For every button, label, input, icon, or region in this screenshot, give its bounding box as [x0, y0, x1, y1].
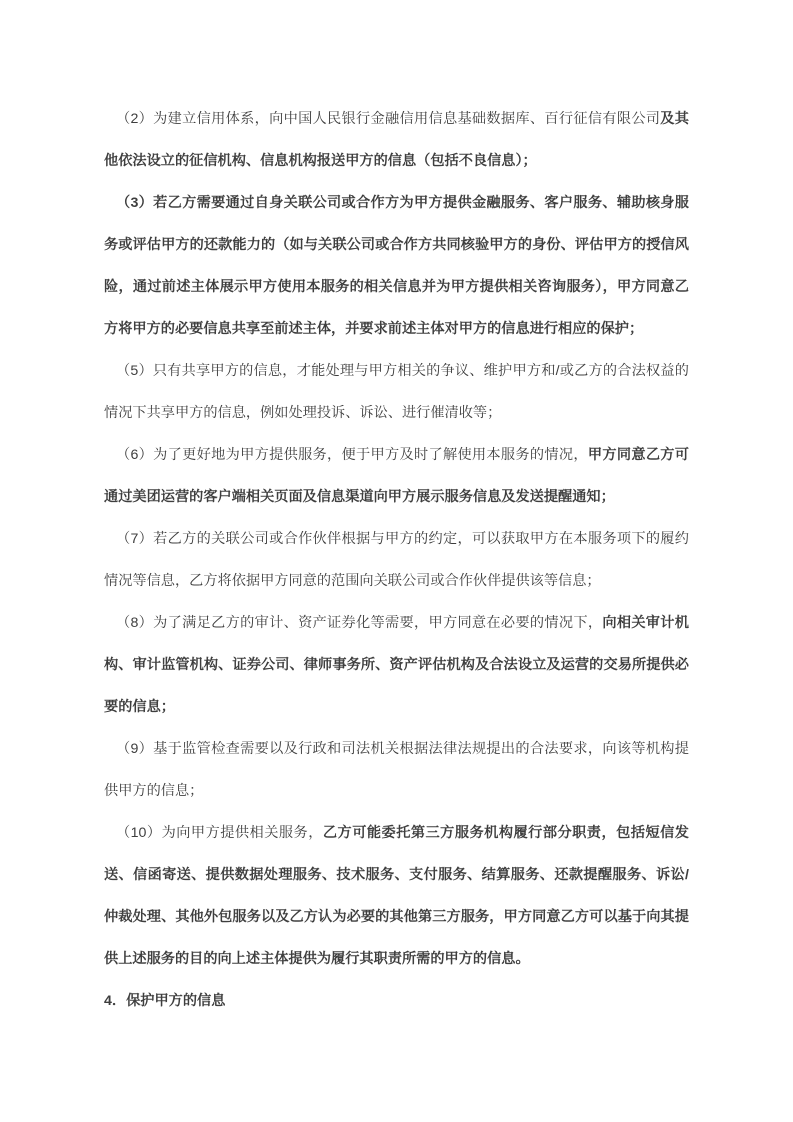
document-paragraph [104, 434, 689, 518]
document-paragraph [104, 602, 689, 728]
text-run: 甲方同意乙方可通过美团运营的客户端相关页面及信息渠道向甲方展示服务信息及发送提醒通知； [104, 447, 689, 505]
text-run: （6）为了更好地为甲方提供服务，便于甲方及时了解使用本服务的情况， [116, 447, 588, 463]
text-run: （8）为了满足乙方的审计、资产证券化等需要，甲方同意在必要的情况下， [116, 615, 603, 631]
document-paragraph [104, 182, 689, 350]
document-paragraph [104, 812, 689, 980]
text-run: （7）若乙方的关联公司或合作伙伴根据与甲方的约定，可以获取甲方在本服务项下的履约情况等信息，乙方将依据甲方同意的范围向关联公司或合作伙伴提供该等信息； [104, 531, 689, 589]
section-heading [104, 980, 689, 1022]
document-paragraph [104, 98, 689, 182]
text-run: 4．保护甲方的信息 [104, 993, 226, 1009]
text-run: （9）基于监管检查需要以及行政和司法机关根据法律法规提出的合法要求，向该等机构提供甲方的信息； [104, 741, 689, 799]
text-run: （2）为建立信用体系，向中国人民银行金融信用信息基础数据库、百行征信有限公司 [116, 111, 661, 127]
text-run: （10）为向甲方提供相关服务， [116, 825, 323, 841]
document-body [104, 98, 689, 1022]
document-paragraph [104, 728, 689, 812]
document-paragraph [104, 350, 689, 434]
document-paragraph [104, 518, 689, 602]
text-run: （3）若乙方需要通过自身关联公司或合作方为甲方提供金融服务、客户服务、辅助核身服务或评估甲方的还款能力的（如与关联公司或合作方共同核验甲方的身份、评估甲方的授信风险，通过前述主体展示甲方使用本服务的相关信息并为甲方提供相关咨询服务），甲方同意乙方将甲方的必要信息共享至前述主体，并要求前述主体对甲方的信息进行相应的保护； [104, 195, 689, 337]
text-run: 向相关审计机构、审计监管机构、证券公司、律师事务所、资产评估机构及合法设立及运营的交易所提供必要的信息； [104, 615, 689, 715]
text-run: （5）只有共享甲方的信息，才能处理与甲方相关的争议、维护甲方和/或乙方的合法权益的情况下共享甲方的信息，例如处理投诉、诉讼、进行催清收等； [104, 363, 689, 421]
text-run: 乙方可能委托第三方服务机构履行部分职责，包括短信发送、信函寄送、提供数据处理服务、技术服务、支付服务、结算服务、还款提醒服务、诉讼/仲裁处理、其他外包服务以及乙方认为必要的其他第三方服务，甲方同意乙方可以基于向其提供上述服务的目的向上述主体提供为履行其职责所需的甲方的信息。 [104, 825, 689, 967]
text-run: 及其他依法设立的征信机构、信息机构报送甲方的信息（包括不良信息）； [104, 111, 689, 169]
